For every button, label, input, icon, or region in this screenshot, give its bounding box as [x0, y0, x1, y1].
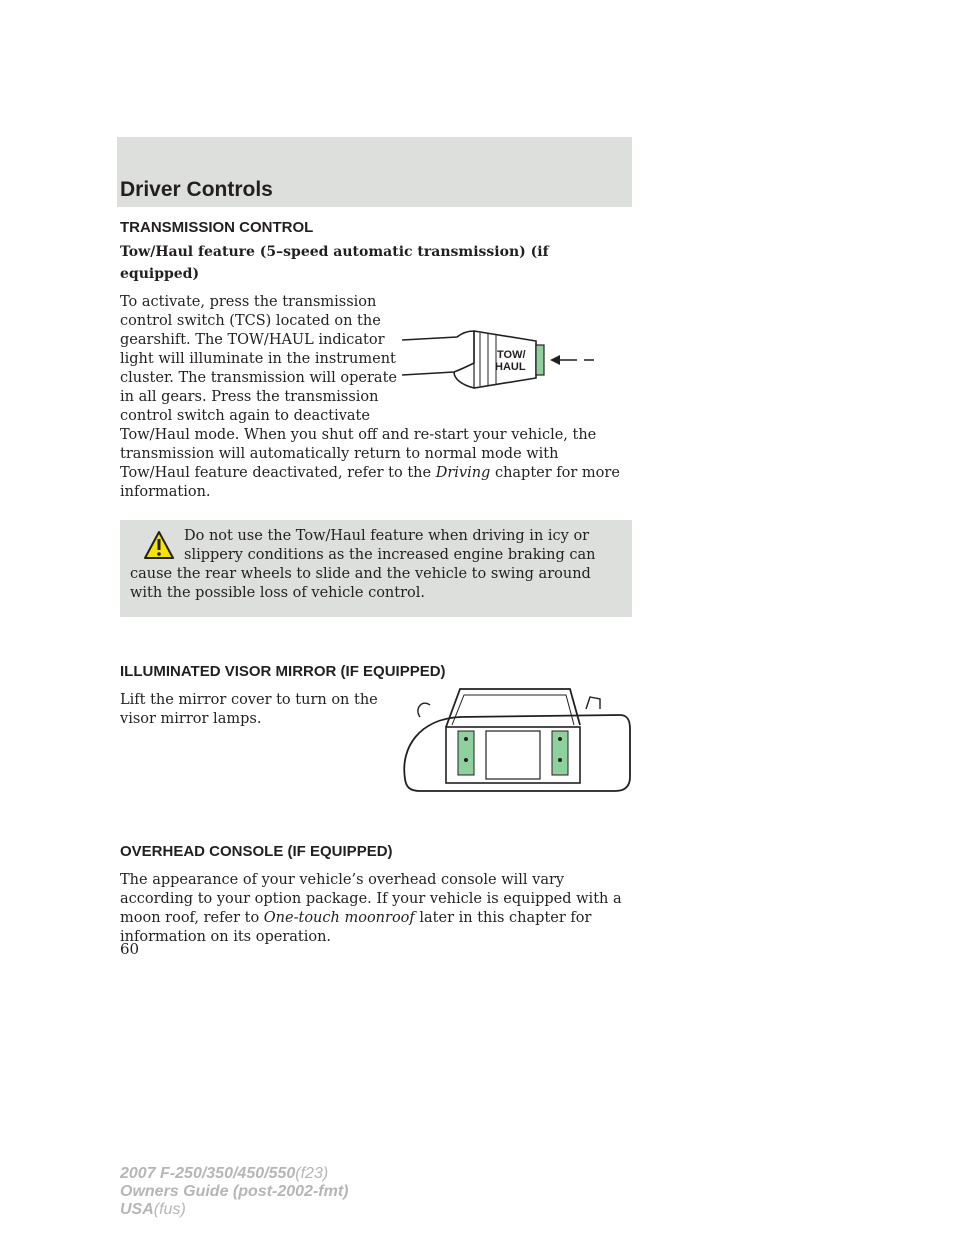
tow-haul-switch-illustration: [402, 293, 632, 408]
footer-code: (f23): [295, 1165, 329, 1182]
footer-line-2: Owners Guide (post-2002-fmt): [120, 1183, 349, 1200]
warning-triangle-icon: [144, 530, 174, 560]
visor-body: Lift the mirror cover to turn on the visor mirror lamps.: [120, 692, 378, 727]
transmission-body-end: chapter for more information.: [120, 465, 620, 500]
visor-mirror-illustration: [400, 687, 632, 795]
tow-haul-label-2: HAUL: [495, 361, 526, 373]
console-section: [120, 871, 632, 947]
console-body-end: later in this chapter for information on its operation.: [120, 910, 592, 945]
footer-line-3: [120, 1201, 348, 1219]
footer-line-1: [120, 1165, 348, 1183]
console-body: [120, 871, 632, 947]
footer-region-code: (fus): [153, 1201, 186, 1218]
page-number: 60: [120, 940, 140, 958]
arrow-icon: [550, 355, 560, 365]
footer-model: 2007 F-250/350/450/550: [120, 1165, 296, 1182]
visor-heading: ILLUMINATED VISOR MIRROR (IF EQUIPPED): [120, 663, 446, 680]
warning-box: [120, 520, 632, 617]
transmission-heading: TRANSMISSION CONTROL: [120, 219, 314, 236]
console-heading: OVERHEAD CONSOLE (IF EQUIPPED): [120, 843, 393, 860]
visor-section: [120, 691, 632, 729]
tow-haul-label-1: TOW/: [497, 349, 526, 361]
page-content: [120, 217, 632, 947]
transmission-section: [120, 293, 632, 502]
tow-haul-subheading: Tow/Haul feature (5–speed automatic transmission) (if equipped): [120, 244, 549, 282]
moonroof-ref: One-touch moonroof: [263, 910, 415, 926]
transmission-body-text: To activate, press the transmission control switch (TCS) located on the gearshift. The TOW/HAUL indicator light will illuminate in the instrument cluster. The transmission will operate in all gears. Press the transmission control switch again to deactivate Tow/Haul mode. When you shut off and re-start your vehicle, the transmission will automatically return to normal mode with Tow/Haul feature deactivated, refer to the: [120, 294, 597, 481]
section-title: Driver Controls: [120, 178, 273, 201]
warning-text: Do not use the Tow/Haul feature when driving in icy or slippery conditions as the increased engine braking can cause the rear wheels to slide and the vehicle to swing around with the possible loss of vehicle control.: [130, 528, 596, 601]
footer-region: USA: [120, 1201, 154, 1218]
footer: [120, 1165, 348, 1219]
console-body-text: The appearance of your vehicle’s overhead console will vary according to your option package. If your vehicle is equipped with a moon roof, refer to: [120, 872, 622, 926]
driving-chapter-ref: Driving: [435, 465, 491, 481]
tow-haul-button: [536, 345, 544, 375]
